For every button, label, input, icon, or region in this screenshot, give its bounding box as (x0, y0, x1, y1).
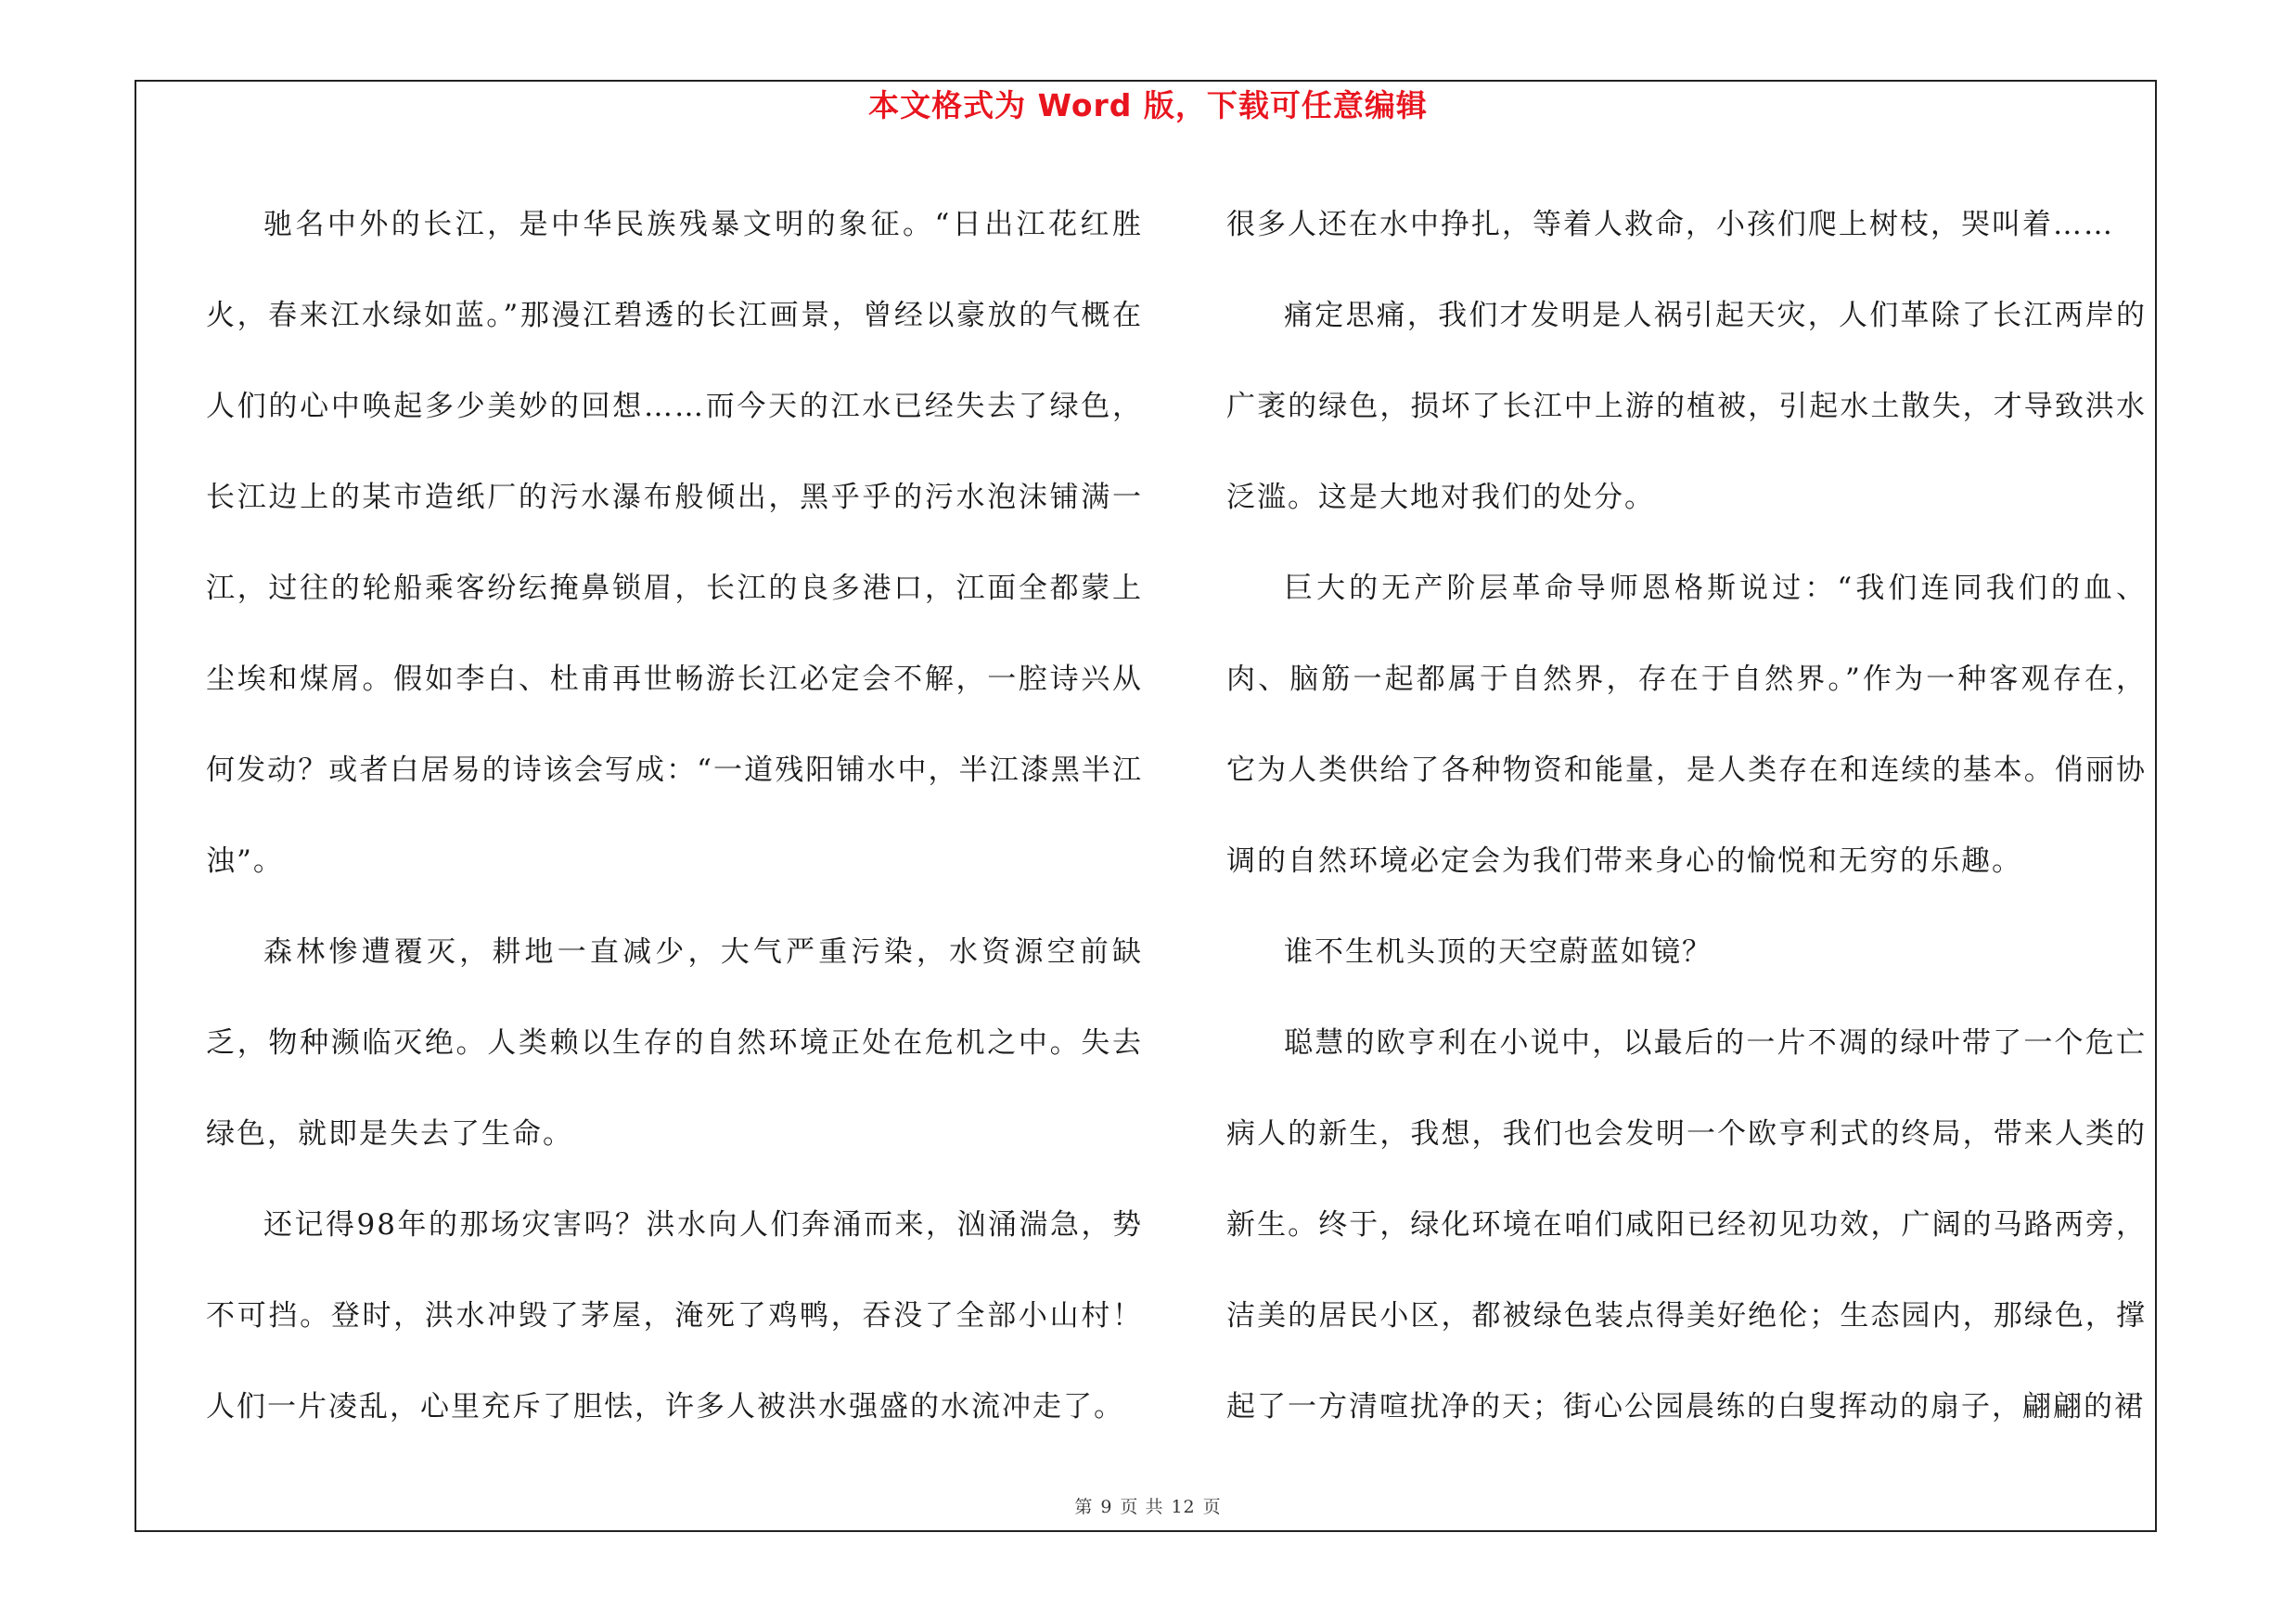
footer-middle: 页 共 (1120, 1497, 1164, 1517)
paragraph: 驰名中外的长江，是中华民族残暴文明的象征。“日出江花红胜火，春来江水绿如蓝。”那漫江碧透的长江画景，曾经以豪放的气概在人们的心中唤起多少美妙的回想……而今天的江水已经失去了绿色，长江边上的某市造纸厂的污水瀑布般倾出，黑乎乎的污水泡沫铺满一江，过往的轮船乘客纷纭掩鼻锁眉，长江的良多港口，江面全都蒙上尘埃和煤屑。假如李白、杜甫再世畅游长江必定会不解，一腔诗兴从何发动？或者白居易的诗该会写成：“一道残阳铺水中，半江漆黑半江浊”。 (206, 208, 1143, 878)
right-text-column (1226, 179, 2147, 1452)
left-text-column (206, 179, 1143, 1452)
paragraph: 谁不生机头顶的天空蔚蓝如镜？ (1284, 935, 1712, 969)
paragraph: 巨大的无产阶层革命导师恩格斯说过：“我们连同我们的血、肉、脑筋一起都属于自然界，存在于自然界。”作为一种客观存在，它为人类供给了各种物资和能量，是人类存在和连续的基本。俏丽协调的自然环境必定会为我们带来身心的愉悦和无穷的乐趣。 (1226, 572, 2147, 878)
paragraph: 痛定思痛，我们才发明是人祸引起天灾，人们革除了长江两岸的广袤的绿色，损坏了长江中上游的植被，引起水土散失，才导致洪水泛滥。这是大地对我们的处分。 (1226, 299, 2147, 514)
page-number-footer (0, 1493, 2296, 1518)
paragraph: 森林惨遭覆灭，耕地一直减少，大气严重污染，水资源空前缺乏，物种濒临灭绝。人类赖以生存的自然环境正处在危机之中。失去绿色，就即是失去了生命。 (206, 935, 1143, 1151)
footer-suffix: 页 (1202, 1497, 1222, 1517)
current-page-number: 9 (1100, 1497, 1113, 1517)
paragraph: 聪慧的欧亨利在小说中，以最后的一片不凋的绿叶带了一个危亡病人的新生，我想，我们也会发明一个欧亨利式的终局，带来人类的新生。终于，绿化环境在咱们咸阳已经初见功效，广阔的马路两旁，洁美的居民小区，都被绿色装点得美好绝伦；生态园内，那绿色，撑起了一方清喧扰净的天；街心公园晨练的白叟挥动的扇子，翩翩的裙 (1226, 1026, 2147, 1423)
footer-prefix: 第 (1074, 1497, 1094, 1517)
paragraph: 还记得98年的那场灾害吗？洪水向人们奔涌而来，汹涌湍急，势不可挡。登时，洪水冲毁了茅屋，淹死了鸡鸭，吞没了全部小山村！人们一片凌乱，心里充斥了胆怯，许多人被洪水强盛的水流冲走了。 (206, 1208, 1143, 1423)
paragraph-continued: 很多人还在水中挣扎，等着人救命，小孩们爬上树枝，哭叫着…… (1226, 208, 2114, 241)
word-format-banner: 本文格式为 Word 版，下载可任意编辑 (868, 87, 1428, 123)
total-page-count: 12 (1171, 1497, 1196, 1517)
